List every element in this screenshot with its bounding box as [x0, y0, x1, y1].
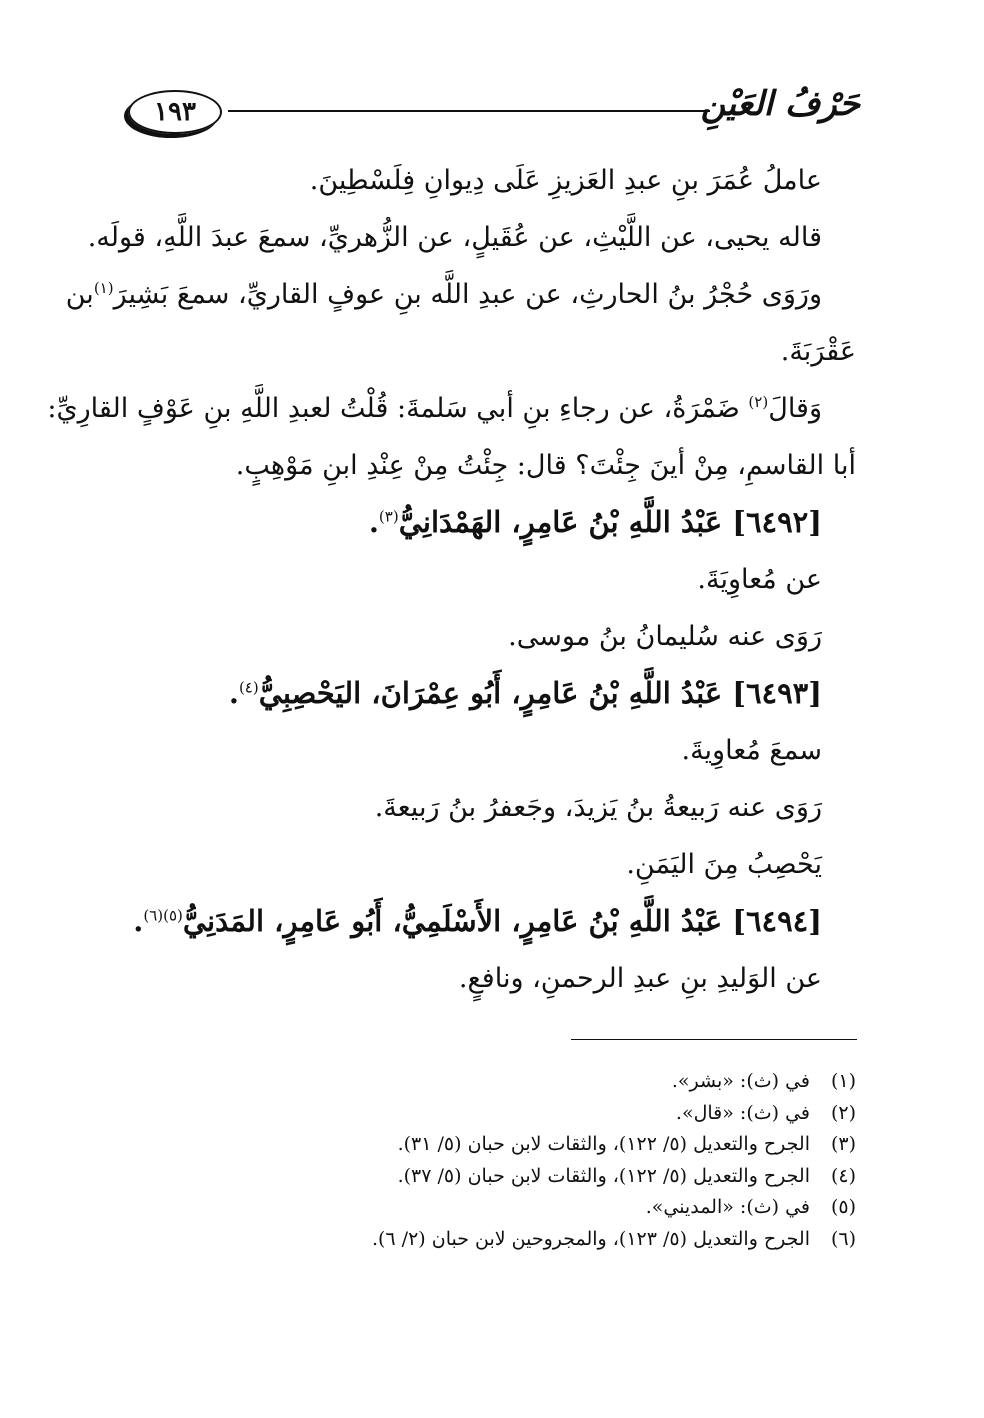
entry-heading: [٦٤٩٢] عَبْدُ اللَّهِ بْنُ عَامِرٍ، الهَمْدَانِيُّ$^{(٣)}$.	[368, 505, 822, 539]
footnote	[120, 1129, 856, 1161]
page-number: ١٩٣	[154, 97, 196, 127]
text-line: أبا القاسمِ، مِنْ أينَ جِئْتَ؟ قال: جِئْتُ مِنْ عِنْدِ ابنِ مَوْهِبٍ.	[235, 450, 856, 481]
text-line: عاملُ عُمَرَ بنِ عبدِ العَزيزِ عَلَى دِيوانِ فِلَسْطِينَ.	[309, 165, 822, 196]
text-line: سمعَ مُعاوِيةَ.	[681, 735, 822, 766]
footnote	[120, 1224, 856, 1256]
footnote	[120, 1192, 856, 1224]
entry-heading: [٦٤٩٤] عَبْدُ اللَّهِ بْنُ عَامِرٍ، الأَسْلَمِيُّ، أَبُو عَامِرٍ، المَدَنِيُّ$^{(٥)(٦)}$.	[133, 904, 822, 938]
footnote-text: في (ث): «قال».	[675, 1101, 810, 1124]
text-line: وَقالَ$^{(٢)}$ ضَمْرَةُ، عن رجاءِ بنِ أبي سَلمةَ: قُلْتُ لعبدِ اللَّهِ بنِ عَوْفٍ القارِيِّ:	[47, 393, 822, 424]
text-line: عن الوَليدِ بنِ عبدِ الرحمنِ، ونافعٍ.	[458, 963, 822, 994]
text-line: قاله يحيى، عن اللَّيْثِ، عن عُقَيلٍ، عن الزُّهريِّ، سمعَ عبدَ اللَّهِ، قولَه.	[87, 222, 822, 253]
footnote-number: (٣)	[830, 1133, 856, 1155]
footnote-ref: (٤)	[238, 678, 259, 697]
page-number-badge	[128, 90, 222, 134]
header-rule	[228, 110, 710, 112]
text-line: عَقْرَبَةَ.	[780, 336, 856, 367]
footnote-ref: (٢)	[748, 393, 769, 411]
footnote-text: في (ث): «المديني».	[645, 1196, 810, 1218]
footnote-ref: (٣)	[378, 507, 399, 526]
footnote-separator	[571, 1039, 857, 1040]
footnote-number: (٤)	[830, 1164, 856, 1187]
footnote	[120, 1098, 856, 1130]
footnote-ref: (١)	[93, 279, 114, 297]
footnotes	[120, 1066, 856, 1255]
footnote-text: الجرح والتعديل (٥/ ١٢٢)، والثقات لابن حبان (٥/ ٣١).	[397, 1133, 810, 1155]
footnote-text: في (ث): «بشر».	[671, 1070, 810, 1092]
footnote-number: (٢)	[830, 1101, 856, 1124]
text-line: يَحْصِبُ مِنَ اليَمَنِ.	[626, 849, 822, 880]
footnote-text: الجرح والتعديل (٥/ ١٢٣)، والمجروحين لابن حبان (٢/ ٦).	[371, 1227, 810, 1250]
text-line: عن مُعاوِيَةَ.	[697, 564, 822, 595]
text-line: ورَوَى حُجْرُ بنُ الحارثِ، عن عبدِ اللَّه بنِ عوفٍ القاريِّ، سمعَ بَشِيرَ$^{(١)}$ بن	[65, 279, 822, 310]
footnote-number: (٥)	[830, 1196, 856, 1218]
footnote-ref: (٥)(٦)	[143, 906, 183, 925]
entry-heading: [٦٤٩٣] عَبْدُ اللَّهِ بْنُ عَامِرٍ، أَبُو عِمْرَانَ، اليَحْصِبِيُّ$^{(٤)}$.	[228, 676, 822, 710]
footnote-number: (١)	[830, 1070, 856, 1092]
footnote	[120, 1161, 856, 1193]
text-line: رَوَى عنه رَبيعةُ بنُ يَزيدَ، وجَعفرُ بنُ رَبيعةَ.	[374, 792, 822, 823]
footnote-text: الجرح والتعديل (٥/ ١٢٢)، والثقات لابن حبان (٥/ ٣٧).	[397, 1164, 810, 1187]
chapter-title: حَرْفُ العَيْنِ	[700, 84, 860, 124]
text-line: رَوَى عنه سُليمانُ بنُ موسى.	[508, 621, 822, 652]
page-header	[128, 84, 860, 144]
footnote	[120, 1066, 856, 1098]
main-text	[47, 152, 856, 1007]
footnote-number: (٦)	[830, 1227, 856, 1250]
